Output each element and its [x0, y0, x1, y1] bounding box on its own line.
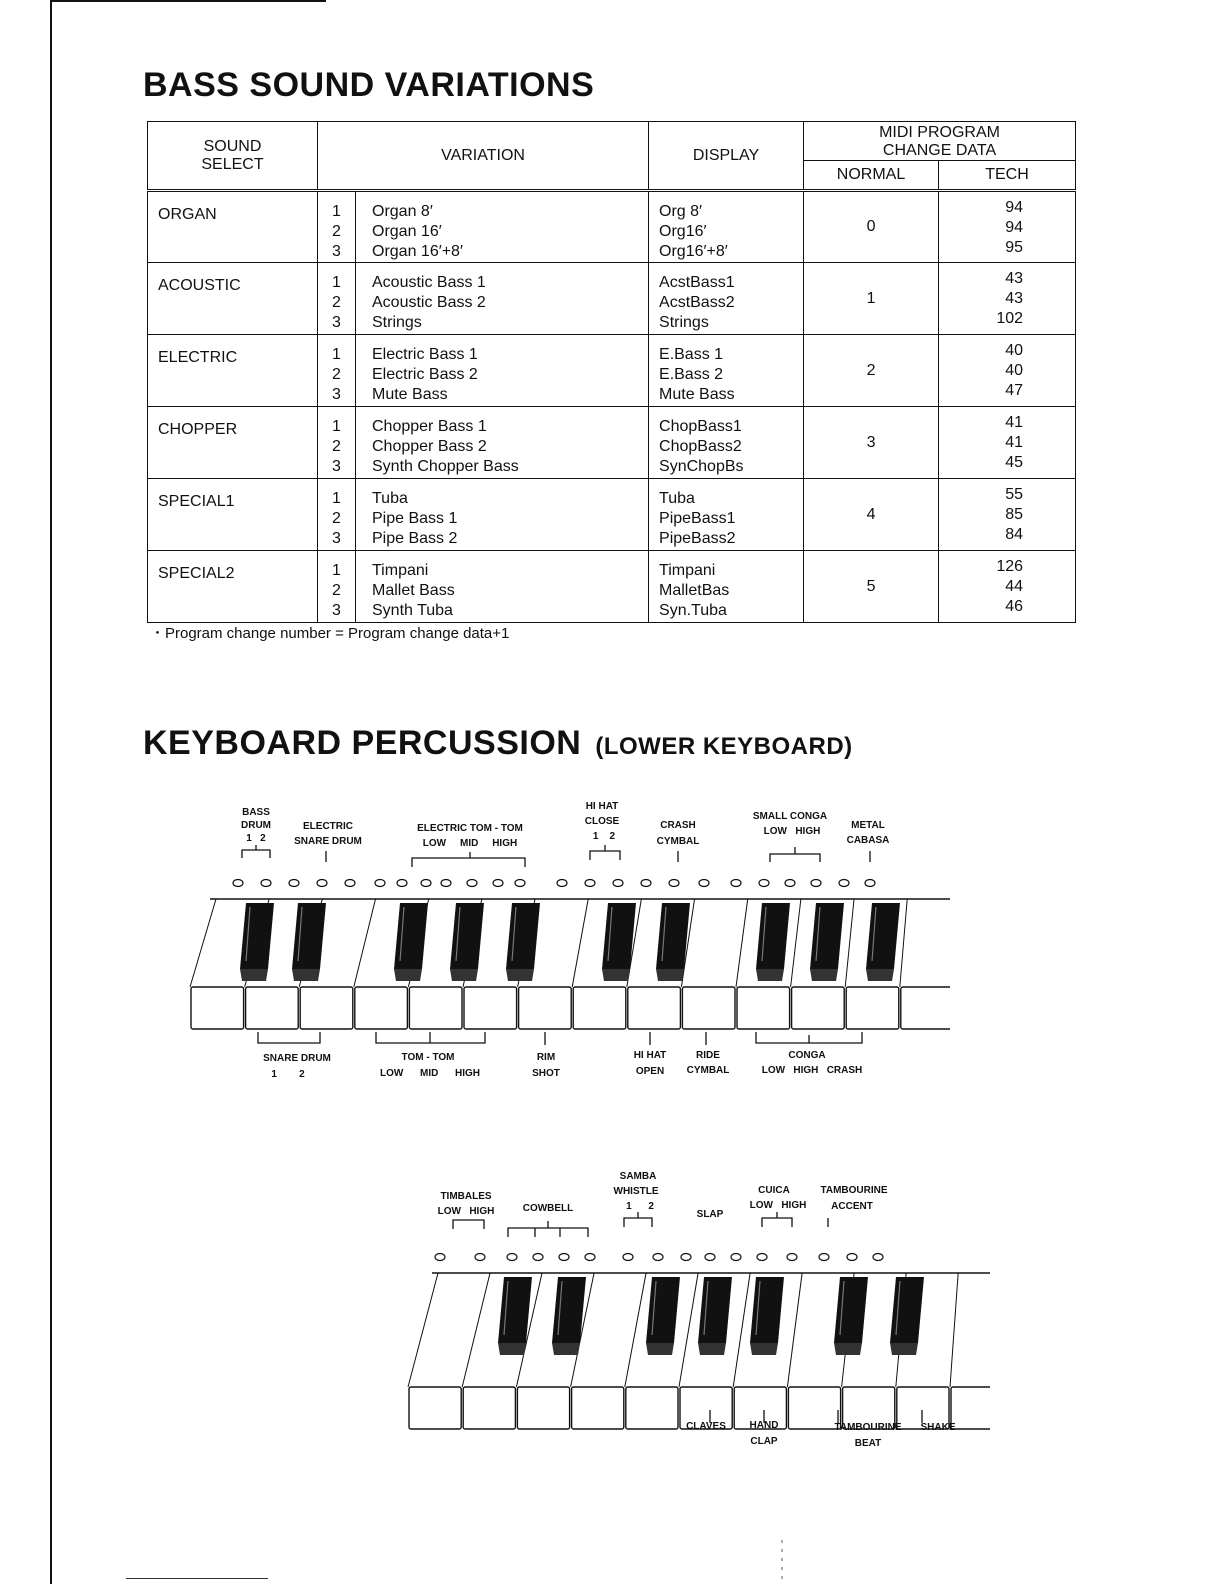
- white-key-front: [572, 1387, 624, 1429]
- black-key-front: [750, 1343, 778, 1355]
- white-key-front: [626, 1387, 678, 1429]
- label-small-conga-levels: LOW HIGH: [763, 826, 821, 837]
- drum-icon: [515, 880, 525, 887]
- label-cuica: CUICA: [758, 1185, 790, 1196]
- frame-left-rule: [50, 0, 52, 1584]
- black-key-front: [292, 969, 320, 981]
- cell-normal: 2: [804, 335, 939, 407]
- white-key-front: [792, 987, 845, 1029]
- cell-tech: [939, 551, 1076, 623]
- white-key-front: [409, 987, 462, 1029]
- white-key-front: [788, 1387, 840, 1429]
- white-key-front: [901, 987, 950, 1029]
- cell-variations: [356, 479, 649, 551]
- drum-icon: [233, 880, 243, 887]
- variations-item: Acoustic Bass 1: [372, 274, 486, 291]
- white-key-front: [409, 1387, 461, 1429]
- numbers-item: 3: [332, 386, 341, 403]
- cell-normal: 4: [804, 479, 939, 551]
- cell-numbers: [318, 263, 356, 335]
- black-key-front: [498, 1343, 526, 1355]
- black-key: [498, 1277, 532, 1343]
- tech-item: 55: [1005, 486, 1024, 503]
- white-key-front: [951, 1387, 990, 1429]
- numbers-item: 1: [332, 418, 341, 435]
- percussion-title-sub: (LOWER KEYBOARD): [595, 733, 853, 760]
- black-key-front: [698, 1343, 726, 1355]
- tech-item: 44: [1005, 578, 1024, 595]
- label-tom-tom: TOM - TOM: [401, 1052, 455, 1063]
- tech-item: 41: [1005, 414, 1024, 431]
- tech-item: 47: [1005, 382, 1024, 399]
- table-row: [148, 407, 1076, 479]
- label-bass: BASS: [242, 807, 270, 818]
- black-key-front: [656, 969, 684, 981]
- kb1-top-labels: [241, 801, 889, 849]
- cell-displays: [649, 551, 804, 623]
- label-close-nums: 1 2: [592, 831, 616, 842]
- numbers-item: 1: [332, 562, 341, 579]
- displays-item: ChopBass1: [659, 418, 742, 435]
- black-key-front: [834, 1343, 862, 1355]
- white-key-front: [300, 987, 353, 1029]
- label-drum: DRUM: [241, 820, 271, 831]
- numbers-item: 1: [332, 274, 341, 291]
- tech-item: 94: [1005, 219, 1024, 236]
- tech-item: 95: [1005, 239, 1024, 256]
- cell-tech: [939, 479, 1076, 551]
- white-key-edge: [408, 1273, 438, 1387]
- drum-icon: [811, 880, 821, 887]
- cell-normal: 1: [804, 263, 939, 335]
- white-key-front: [846, 987, 899, 1029]
- drum-icon: [289, 880, 299, 887]
- label-tambourine-bottom: TAMBOURINE: [834, 1422, 902, 1433]
- white-key-front: [191, 987, 244, 1029]
- displays-item: Timpani: [659, 562, 716, 579]
- label-samba: SAMBA: [619, 1171, 657, 1182]
- drum-icon: [819, 1254, 829, 1261]
- black-key: [698, 1277, 732, 1343]
- cell-displays: [649, 407, 804, 479]
- tech-item: 40: [1005, 342, 1024, 359]
- variations-item: Timpani: [372, 562, 429, 579]
- label-ride-cymbal: CYMBAL: [686, 1065, 730, 1076]
- drum-icon: [705, 1254, 715, 1261]
- label-close: CLOSE: [584, 816, 620, 827]
- black-key-front: [602, 969, 630, 981]
- white-key-edge: [791, 899, 801, 987]
- black-key: [646, 1277, 680, 1343]
- drum-icon: [375, 880, 385, 887]
- drum-icon: [467, 880, 477, 887]
- displays-item: AcstBass1: [659, 274, 735, 291]
- variations-item: Mallet Bass: [372, 582, 455, 599]
- displays-item: Tuba: [659, 490, 695, 507]
- black-key-front: [450, 969, 478, 981]
- label-hi-hat-top: HI HAT: [585, 801, 619, 812]
- label-conga-levels: LOW HIGH CRASH: [761, 1065, 863, 1076]
- cell-sound-select: CHOPPER: [148, 407, 318, 479]
- black-key: [810, 903, 844, 969]
- label-cabasa: CABASA: [846, 835, 890, 846]
- drum-icon: [865, 880, 875, 887]
- cell-variations: [356, 551, 649, 623]
- variations-item: Organ 16′+8′: [372, 243, 463, 260]
- keyboard-diagram-1: [180, 795, 950, 1085]
- table-row: [148, 479, 1076, 551]
- numbers-item: 3: [332, 602, 341, 619]
- label-crash-cymbal: CYMBAL: [656, 836, 700, 847]
- black-key: [834, 1277, 868, 1343]
- label-rim: RIM: [536, 1052, 556, 1063]
- variations-item: Chopper Bass 2: [372, 438, 487, 455]
- table-row: [148, 335, 1076, 407]
- drum-icon: [641, 880, 651, 887]
- cell-variations: [356, 335, 649, 407]
- label-whistle: WHISTLE: [613, 1186, 659, 1197]
- cell-variations: [356, 263, 649, 335]
- drum-icon: [557, 880, 567, 887]
- cell-tech: [939, 407, 1076, 479]
- black-key: [602, 903, 636, 969]
- drum-icon: [397, 880, 407, 887]
- stray-marks: [770, 1535, 790, 1584]
- kb2-top-labels: [438, 1171, 888, 1220]
- white-key-edge: [736, 899, 748, 987]
- tech-item: 41: [1005, 434, 1024, 451]
- drum-icon: [731, 1254, 741, 1261]
- drum-icon: [653, 1254, 663, 1261]
- cell-tech: [939, 335, 1076, 407]
- table-row: [148, 191, 1076, 263]
- white-key-edge: [845, 899, 854, 987]
- label-hi-hat-bottom: HI HAT: [633, 1050, 667, 1061]
- drum-icon: [699, 880, 709, 887]
- label-whistle-nums: 1 2: [626, 1201, 654, 1212]
- displays-item: Mute Bass: [659, 386, 735, 403]
- label-cuica-levels: LOW HIGH: [749, 1200, 807, 1211]
- displays-item: Syn.Tuba: [659, 602, 727, 619]
- cell-displays: [649, 335, 804, 407]
- variations-item: Mute Bass: [372, 386, 448, 403]
- drum-icon: [585, 880, 595, 887]
- numbers-item: 3: [332, 243, 341, 260]
- cell-numbers: [318, 551, 356, 623]
- variations-item: Acoustic Bass 2: [372, 294, 486, 311]
- numbers-item: 3: [332, 314, 341, 331]
- footnote: ・Program change number = Program change data+1: [150, 625, 510, 642]
- tech-item: 126: [996, 558, 1024, 575]
- keyboard-diagram-2: [400, 1165, 990, 1455]
- label-timbales: TIMBALES: [440, 1191, 492, 1202]
- drum-icon: [421, 880, 431, 887]
- cell-sound-select: ELECTRIC: [148, 335, 318, 407]
- label-electric: ELECTRIC: [303, 821, 353, 832]
- cell-displays: [649, 263, 804, 335]
- black-key: [292, 903, 326, 969]
- displays-item: Org 8′: [659, 203, 703, 220]
- white-key-edge: [679, 1273, 698, 1387]
- white-key-front: [519, 987, 572, 1029]
- label-snare-drum-bottom: SNARE DRUM: [263, 1053, 331, 1064]
- tech-item: 85: [1005, 506, 1024, 523]
- drum-icon: [681, 1254, 691, 1261]
- numbers-item: 2: [332, 223, 341, 240]
- variations-item: Pipe Bass 2: [372, 530, 458, 547]
- white-key-edge: [625, 1273, 646, 1387]
- cell-numbers: [318, 407, 356, 479]
- cell-normal: 0: [804, 191, 939, 263]
- bass-title: BASS SOUND VARIATIONS: [143, 66, 595, 104]
- drum-icon: [475, 1254, 485, 1261]
- white-key-front: [737, 987, 790, 1029]
- label-ride: RIDE: [696, 1050, 720, 1061]
- cell-normal: 3: [804, 407, 939, 479]
- white-key-front: [355, 987, 408, 1029]
- displays-item: Org16′: [659, 223, 707, 240]
- frame-bottom-rule: [126, 1578, 268, 1579]
- label-claves: CLAVES: [686, 1421, 726, 1432]
- cell-variations: [356, 191, 649, 263]
- drum-icon: [435, 1254, 445, 1261]
- label-shot: SHOT: [532, 1068, 560, 1079]
- black-key: [656, 903, 690, 969]
- tech-item: 43: [1005, 270, 1024, 287]
- cell-numbers: [318, 335, 356, 407]
- black-key: [866, 903, 900, 969]
- black-key-front: [506, 969, 534, 981]
- label-beat: BEAT: [854, 1438, 882, 1449]
- kb1-bottom-labels: [263, 1050, 862, 1080]
- displays-item: E.Bass 1: [659, 346, 724, 363]
- white-key-front: [517, 1387, 569, 1429]
- label-cowbell: COWBELL: [522, 1203, 574, 1214]
- drum-icon: [839, 880, 849, 887]
- black-key: [552, 1277, 586, 1343]
- label-crash: CRASH: [660, 820, 696, 831]
- black-key-front: [240, 969, 268, 981]
- numbers-item: 2: [332, 438, 341, 455]
- white-key-edge: [787, 1273, 802, 1387]
- drum-icon: [317, 880, 327, 887]
- white-key-edge: [354, 899, 376, 987]
- cell-sound-select: ORGAN: [148, 191, 318, 263]
- label-accent: ACCENT: [831, 1201, 873, 1212]
- black-key-front: [394, 969, 422, 981]
- black-key: [750, 1277, 784, 1343]
- label-snare-drum-top: SNARE DRUM: [294, 836, 362, 847]
- variations-item: Electric Bass 2: [372, 366, 478, 383]
- tech-item: 45: [1005, 454, 1024, 471]
- displays-item: PipeBass1: [659, 510, 736, 527]
- header-midi-line1: MIDI PROGRAM: [879, 124, 1000, 141]
- label-open: OPEN: [635, 1066, 665, 1077]
- percussion-title-main: KEYBOARD PERCUSSION: [143, 724, 582, 762]
- variations-item: Organ 16′: [372, 223, 442, 240]
- cell-numbers: [318, 479, 356, 551]
- drum-icon: [759, 880, 769, 887]
- header-midi-line2: CHANGE DATA: [882, 142, 997, 159]
- tech-item: 84: [1005, 526, 1024, 543]
- drum-icon: [847, 1254, 857, 1261]
- variations-item: Synth Chopper Bass: [372, 458, 519, 475]
- drum-icon: [441, 880, 451, 887]
- label-tom-tom-levels: LOW MID HIGH: [380, 1068, 480, 1079]
- header-sound-select: SOUND SELECT: [148, 122, 318, 191]
- drum-icon: [623, 1254, 633, 1261]
- black-key: [756, 903, 790, 969]
- label-timbales-levels: LOW HIGH: [437, 1206, 495, 1217]
- displays-item: ChopBass2: [659, 438, 742, 455]
- cell-displays: [649, 191, 804, 263]
- white-key-edge: [733, 1273, 750, 1387]
- black-key: [240, 903, 274, 969]
- numbers-item: 3: [332, 530, 341, 547]
- label-hand: HAND: [749, 1420, 779, 1431]
- bass-variations-table: [147, 121, 1076, 623]
- drum-icon: [345, 880, 355, 887]
- variations-item: Organ 8′: [372, 203, 433, 220]
- header-normal: NORMAL: [804, 161, 939, 191]
- label-conga: CONGA: [788, 1050, 826, 1061]
- displays-item: PipeBass2: [659, 530, 736, 547]
- numbers-item: 2: [332, 366, 341, 383]
- header-display: DISPLAY: [649, 122, 804, 191]
- table-row: [148, 551, 1076, 623]
- kb2-keys: [408, 1254, 990, 1430]
- cell-tech: [939, 263, 1076, 335]
- drum-icon: [533, 1254, 543, 1261]
- header-tech: TECH: [939, 161, 1076, 191]
- displays-item: SynChopBs: [659, 458, 744, 475]
- kb1-keys: [190, 880, 950, 1030]
- percussion-title: [143, 724, 853, 763]
- white-key-front: [463, 1387, 515, 1429]
- drum-icon: [731, 880, 741, 887]
- tech-item: 46: [1005, 598, 1024, 615]
- variations-item: Electric Bass 1: [372, 346, 478, 363]
- tech-item: 43: [1005, 290, 1024, 307]
- white-key-front: [628, 987, 681, 1029]
- white-key-edge: [462, 1273, 490, 1387]
- drum-icon: [261, 880, 271, 887]
- label-clap: CLAP: [750, 1436, 778, 1447]
- drum-icon: [585, 1254, 595, 1261]
- displays-item: MalletBas: [659, 582, 730, 599]
- label-electric-tom: ELECTRIC TOM - TOM: [417, 823, 523, 834]
- variations-item: Chopper Bass 1: [372, 418, 487, 435]
- label-slap: SLAP: [696, 1209, 724, 1220]
- displays-item: AcstBass2: [659, 294, 735, 311]
- cell-normal: 5: [804, 551, 939, 623]
- numbers-item: 2: [332, 294, 341, 311]
- white-key-edge: [190, 899, 216, 987]
- white-key-front: [573, 987, 626, 1029]
- black-key: [890, 1277, 924, 1343]
- cell-displays: [649, 479, 804, 551]
- drum-icon: [669, 880, 679, 887]
- cell-variations: [356, 407, 649, 479]
- variations-item: Tuba: [372, 490, 408, 507]
- variations-item: Synth Tuba: [372, 602, 453, 619]
- numbers-item: 1: [332, 346, 341, 363]
- drum-icon: [873, 1254, 883, 1261]
- black-key-front: [646, 1343, 674, 1355]
- black-key-front: [890, 1343, 918, 1355]
- drum-icon: [757, 1254, 767, 1261]
- drum-icon: [785, 880, 795, 887]
- drum-icon: [613, 880, 623, 887]
- label-snare-nums: 1 2: [271, 1069, 305, 1080]
- numbers-item: 2: [332, 510, 341, 527]
- white-key-front: [246, 987, 299, 1029]
- variations-item: Pipe Bass 1: [372, 510, 458, 527]
- label-tambourine-top: TAMBOURINE: [820, 1185, 888, 1196]
- label-metal: METAL: [851, 820, 885, 831]
- tech-item: 102: [996, 310, 1024, 327]
- black-key: [394, 903, 428, 969]
- numbers-item: 3: [332, 458, 341, 475]
- displays-item: E.Bass 2: [659, 366, 724, 383]
- label-shake: SHAKE: [920, 1422, 956, 1433]
- displays-item: Strings: [659, 314, 709, 331]
- white-key-edge: [950, 1273, 958, 1387]
- cell-numbers: [318, 191, 356, 263]
- drum-icon: [559, 1254, 569, 1261]
- header-variation: VARIATION: [318, 122, 649, 191]
- tech-item: 40: [1005, 362, 1024, 379]
- label-electric-tom-levels: LOW MID HIGH: [422, 838, 518, 849]
- black-key-front: [756, 969, 784, 981]
- black-key-front: [866, 969, 894, 981]
- cell-sound-select: SPECIAL1: [148, 479, 318, 551]
- frame-top-rule: [50, 0, 326, 2]
- numbers-item: 1: [332, 203, 341, 220]
- cell-sound-select: SPECIAL2: [148, 551, 318, 623]
- label-bass-drum-nums: 1 2: [246, 833, 266, 844]
- cell-tech: [939, 191, 1076, 263]
- white-key-edge: [572, 899, 588, 987]
- table-row: [148, 263, 1076, 335]
- variations-item: Strings: [372, 314, 422, 331]
- drum-icon: [787, 1254, 797, 1261]
- label-small-conga: SMALL CONGA: [752, 811, 828, 822]
- black-key: [506, 903, 540, 969]
- black-key-front: [810, 969, 838, 981]
- white-key-front: [464, 987, 517, 1029]
- white-key-front: [682, 987, 735, 1029]
- drum-icon: [507, 1254, 517, 1261]
- black-key-front: [552, 1343, 580, 1355]
- numbers-item: 1: [332, 490, 341, 507]
- cell-sound-select: ACOUSTIC: [148, 263, 318, 335]
- displays-item: Org16′+8′: [659, 243, 728, 260]
- white-key-edge: [900, 899, 907, 987]
- header-midi: [804, 122, 1076, 161]
- drum-icon: [493, 880, 503, 887]
- numbers-item: 2: [332, 582, 341, 599]
- black-key: [450, 903, 484, 969]
- tech-item: 94: [1005, 199, 1024, 216]
